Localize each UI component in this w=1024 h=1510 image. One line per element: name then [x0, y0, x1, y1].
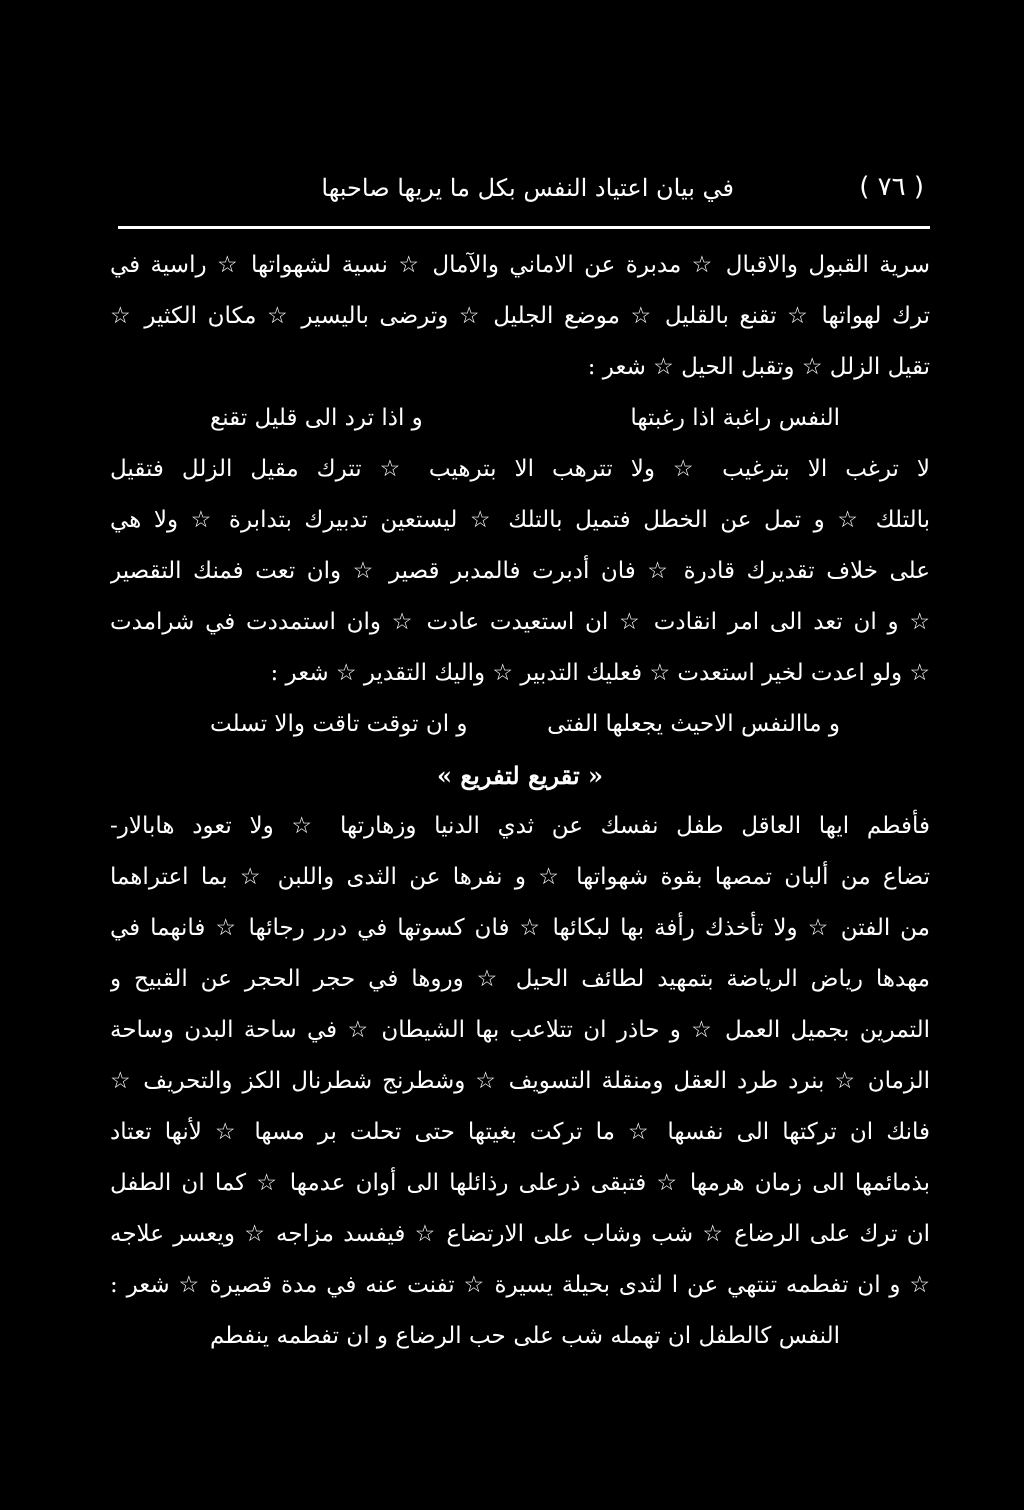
text-line: ☆ و ان تفطمه تنتهي عن ا لثدى بحيلة يسيرة ☆ تفنت عنه في مدة قصيرة ☆ شعر : [110, 1272, 930, 1298]
text-line: مهدها رياض الرياضة بتمهيد لطائف الحيل ☆ وروها في حجر الحجر عن القبيح و [110, 966, 930, 992]
running-title: في بيان اعتياد النفس بكل ما يريها صاحبها [321, 174, 734, 202]
text-line: لا ترغب الا بترغيب ☆ ولا تترهب الا بترهيب ☆ تترك مقيل الزلل فتقيل [110, 456, 930, 482]
verse-couplet [110, 1311, 930, 1362]
text-line: فانك ان تركتها الى نفسها ☆ ما تركت بغيتها حتى تحلت بر مسها ☆ لأنها تعتاد [110, 1119, 930, 1145]
verse-hemistich-first: النفس راغبة اذا رغبتها [630, 405, 840, 431]
verse-couplet [110, 393, 930, 444]
verse-hemistich-first: و ماالنفس الاحيث يجعلها الفتى [547, 711, 840, 737]
verse-hemistich-first: النفس كالطفل ان تهمله شب على [513, 1323, 840, 1349]
text-line: سرية القبول والاقبال ☆ مدبرة عن الاماني والآمال ☆ نسية لشهواتها ☆ راسية في [110, 252, 930, 278]
verse-hemistich-second: حب الرضاع و ان تفطمه ينفطم [210, 1323, 506, 1349]
text-line: من الفتن ☆ ولا تأخذك رأفة بها لبكائها ☆ فان كسوتها في درر رجائها ☆ فانهما في [110, 915, 930, 941]
text-line: بالتلك ☆ و تمل عن الخطل فتميل بالتلك ☆ ليستعين تدبيرك بتدابرة ☆ ولا هي [110, 507, 930, 533]
header-rule [118, 226, 930, 229]
section-title: « تقريع لتفريع » [437, 761, 603, 790]
verse-couplet [110, 699, 930, 750]
text-line: على خلاف تقديرك قادرة ☆ فان أدبرت فالمدبر قصير ☆ وان تعت فمنك التقصير [110, 558, 930, 584]
text-line: فأفطم ايها العاقل طفل نفسك عن ثدي الدنيا وزهارتها ☆ ولا تعود هابالار- [110, 813, 930, 839]
verse-hemistich-second: و ان توقت تاقت والا تسلت [210, 711, 468, 737]
text-line: تقيل الزلل ☆ وتقبل الحيل ☆ شعر : [587, 354, 930, 380]
verse-hemistich-second: و اذا ترد الى قليل تقنع [210, 405, 423, 431]
text-line: التمرين بجميل العمل ☆ و حاذر ان تتلاعب بها الشيطان ☆ في ساحة البدن وساحة [110, 1017, 930, 1043]
page-header [120, 168, 924, 212]
text-line: تضاع من ألبان تمصها بقوة شهواتها ☆ و نفرها عن الثدى واللبن ☆ بما اعتراهما [110, 864, 930, 890]
text-line: الزمان ☆ بنرد طرد العقل ومنقلة التسويف ☆ وشطرنج شطرنال الكز والتحريف ☆ [110, 1068, 930, 1094]
text-line: ☆ و ان تعد الى امر انقادت ☆ ان استعيدت عادت ☆ وان استمددت في شرامدت [110, 609, 930, 635]
page-body [110, 240, 930, 1362]
text-line: ☆ ولو اعدت لخير استعدت ☆ فعليك التدبير ☆ واليك التقدير ☆ شعر : [270, 660, 930, 686]
page-number: ( ٧٦ ) [859, 172, 924, 202]
text-line: بذمائمها الى زمان هرمها ☆ فتبقى ذرعلى رذائلها الى أوان عدمها ☆ كما ان الطفل [110, 1170, 930, 1196]
text-line: ترك لهواتها ☆ تقنع بالقليل ☆ موضع الجليل ☆ وترضى باليسير ☆ مكان الكثير ☆ [110, 303, 930, 329]
text-line: ان ترك على الرضاع ☆ شب وشاب على الارتضاع ☆ فيفسد مزاجه ☆ ويعسر علاجه [110, 1221, 930, 1247]
